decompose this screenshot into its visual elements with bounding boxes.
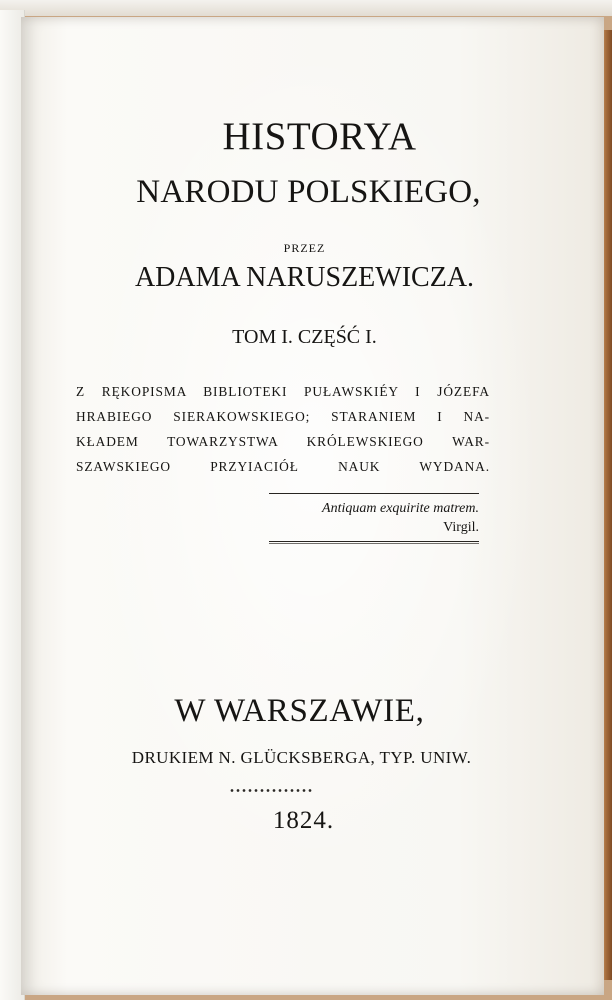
source-note-line: HRABIEGO SIERAKOWSKIEGO; STARANIEM I NA- bbox=[76, 409, 490, 424]
background-top-edge bbox=[0, 0, 612, 16]
source-note-line: Z RĘKOPISMA BIBLIOTEKI PUŁAWSKIÉY I JÓZEFA bbox=[76, 384, 490, 399]
dotted-ornament bbox=[229, 788, 313, 793]
epigraph-text: Antiquam exquirite matrem. bbox=[322, 501, 479, 516]
epigraph-top-rule bbox=[269, 493, 479, 494]
by-word: PRZEZ bbox=[283, 241, 326, 255]
epigraph-bottom-rule-second bbox=[269, 543, 479, 544]
source-note-line: SZAWSKIEGO PRZYIACIÓŁ NAUK WYDANA. bbox=[76, 459, 490, 474]
source-note bbox=[76, 379, 490, 479]
volume-label: TOM I. CZĘŚĆ I. bbox=[232, 326, 377, 348]
imprint-city: W WARSZAWIE, bbox=[174, 693, 425, 729]
title-line-1: HISTORYA bbox=[222, 115, 417, 158]
title-page bbox=[21, 17, 604, 995]
author-name: ADAMA NARUSZEWICZA. bbox=[134, 262, 475, 293]
epigraph-bottom-rule bbox=[269, 541, 479, 542]
title-line-2: NARODU POLSKIEGO, bbox=[136, 174, 481, 210]
imprint-printer: DRUKIEM N. GLÜCKSBERGA, TYP. UNIW. bbox=[131, 748, 472, 767]
source-note-line: KŁADEM TOWARZYSTWA KRÓLEWSKIEGO WAR- bbox=[76, 434, 490, 449]
epigraph-attribution: Virgil. bbox=[443, 520, 479, 535]
imprint-year: 1824. bbox=[272, 807, 335, 834]
